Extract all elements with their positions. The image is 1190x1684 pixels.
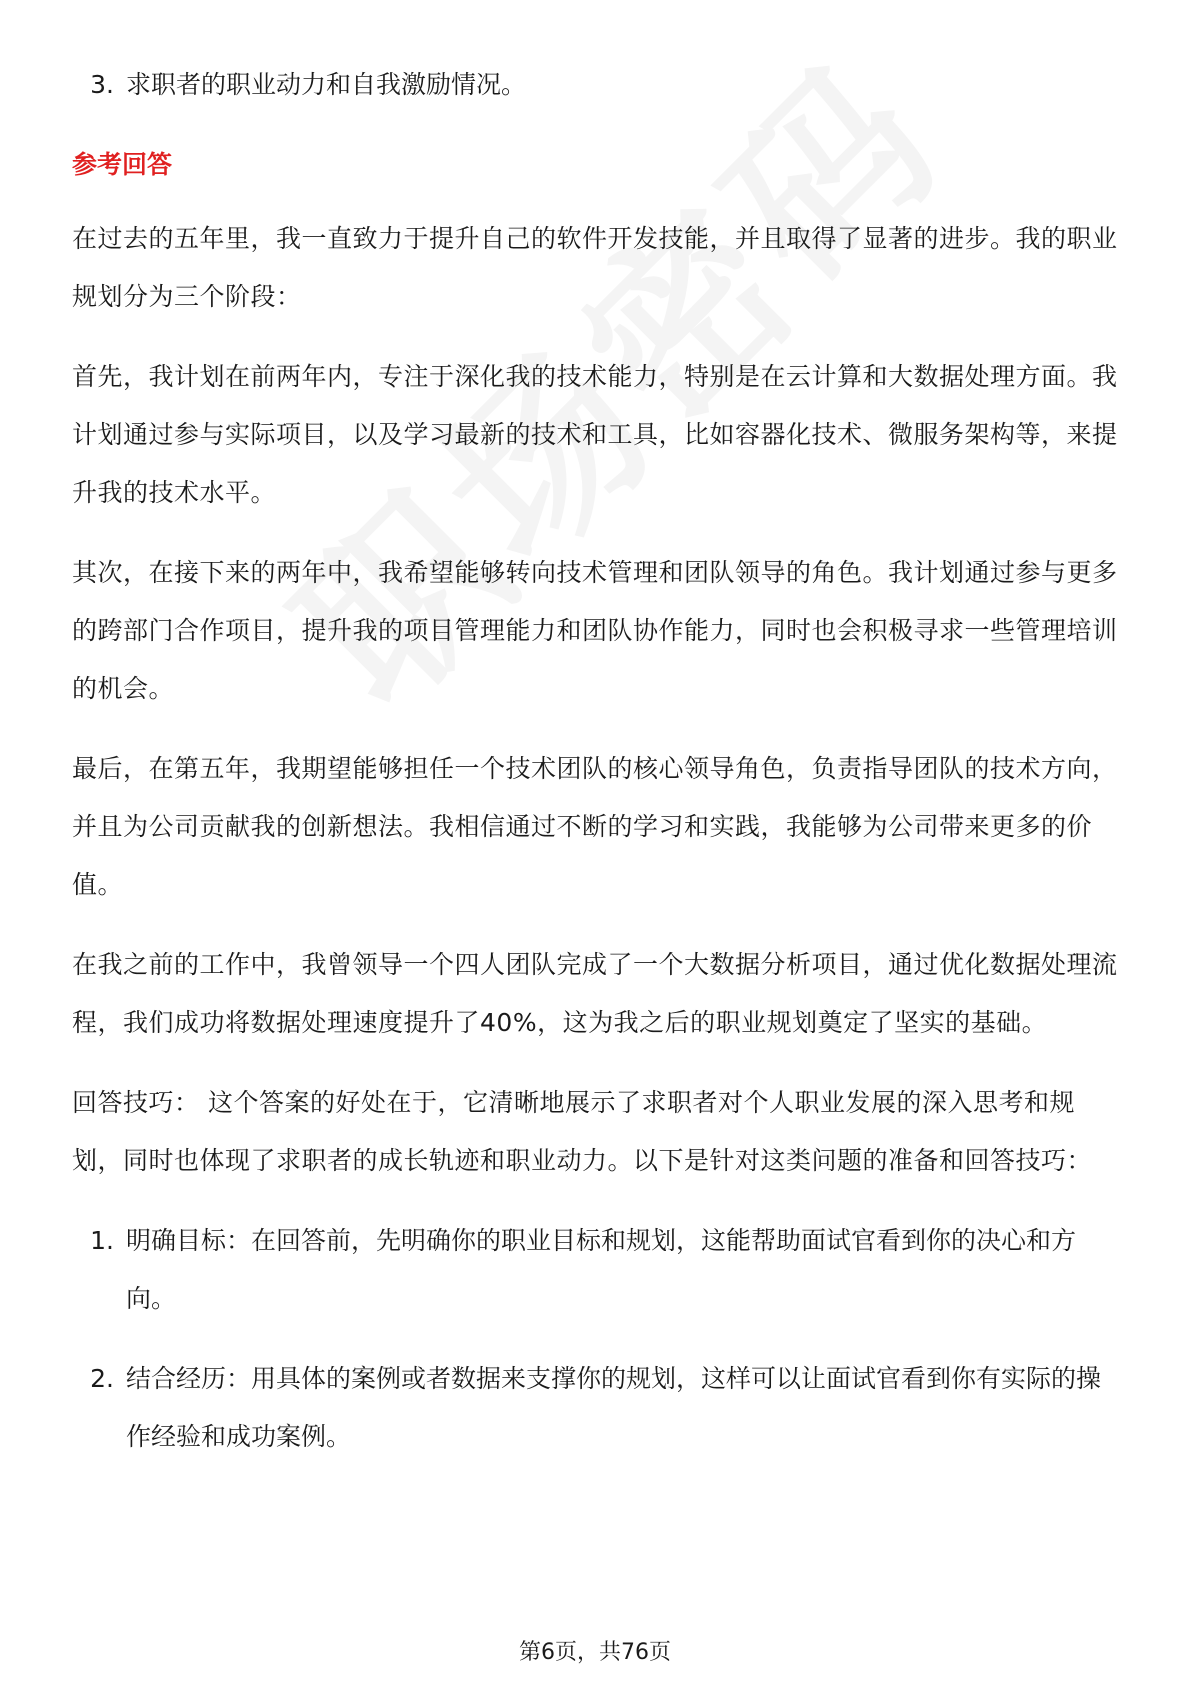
tip-number: 2.: [90, 1364, 114, 1393]
document-body: [72, 56, 1122, 1488]
list-item: [72, 56, 1122, 114]
paragraph-second: 其次，在接下来的两年中，我希望能够转向技术管理和团队领导的角色。我计划通过参与更多的跨部门合作项目，提升我的项目管理能力和团队协作能力，同时也会积极寻求一些管理培训的机会。: [72, 558, 1118, 703]
list-number: 3.: [90, 70, 114, 99]
page-footer: 第6页，共76页: [519, 1640, 671, 1665]
tip-item: [72, 1350, 1122, 1466]
tip-text: 结合经历：用具体的案例或者数据来支撑你的规划，这样可以让面试官看到你有实际的操作经验和成功案例。: [126, 1364, 1102, 1451]
paragraph-tips-intro: 回答技巧： 这个答案的好处在于，它清晰地展示了求职者对个人职业发展的深入思考和规划，同时也体现了求职者的成长轨迹和职业动力。以下是针对这类问题的准备和回答技巧：: [72, 1088, 1093, 1175]
tip-item: [72, 1212, 1122, 1328]
paragraph-first: 首先，我计划在前两年内，专注于深化我的技术能力，特别是在云计算和大数据处理方面。我计划通过参与实际项目，以及学习最新的技术和工具，比如容器化技术、微服务架构等，来提升我的技术水平。: [72, 362, 1118, 507]
tip-number: 1.: [90, 1226, 114, 1255]
list-text: 求职者的职业动力和自我激励情况。: [126, 70, 527, 99]
paragraph-last: 最后，在第五年，我期望能够担任一个技术团队的核心领导角色，负责指导团队的技术方向，并且为公司贡献我的创新想法。我相信通过不断的学习和实践，我能够为公司带来更多的价值。: [72, 754, 1118, 899]
paragraph-intro: 在过去的五年里，我一直致力于提升自己的软件开发技能，并且取得了显著的进步。我的职业规划分为三个阶段：: [72, 224, 1118, 311]
tip-text: 明确目标：在回答前，先明确你的职业目标和规划，这能帮助面试官看到你的决心和方向。: [126, 1226, 1077, 1313]
paragraph-experience: 在我之前的工作中，我曾领导一个四人团队完成了一个大数据分析项目，通过优化数据处理流程，我们成功将数据处理速度提升了40%，这为我之后的职业规划奠定了坚实的基础。: [72, 950, 1118, 1037]
answer-heading: 参考回答: [72, 150, 173, 179]
